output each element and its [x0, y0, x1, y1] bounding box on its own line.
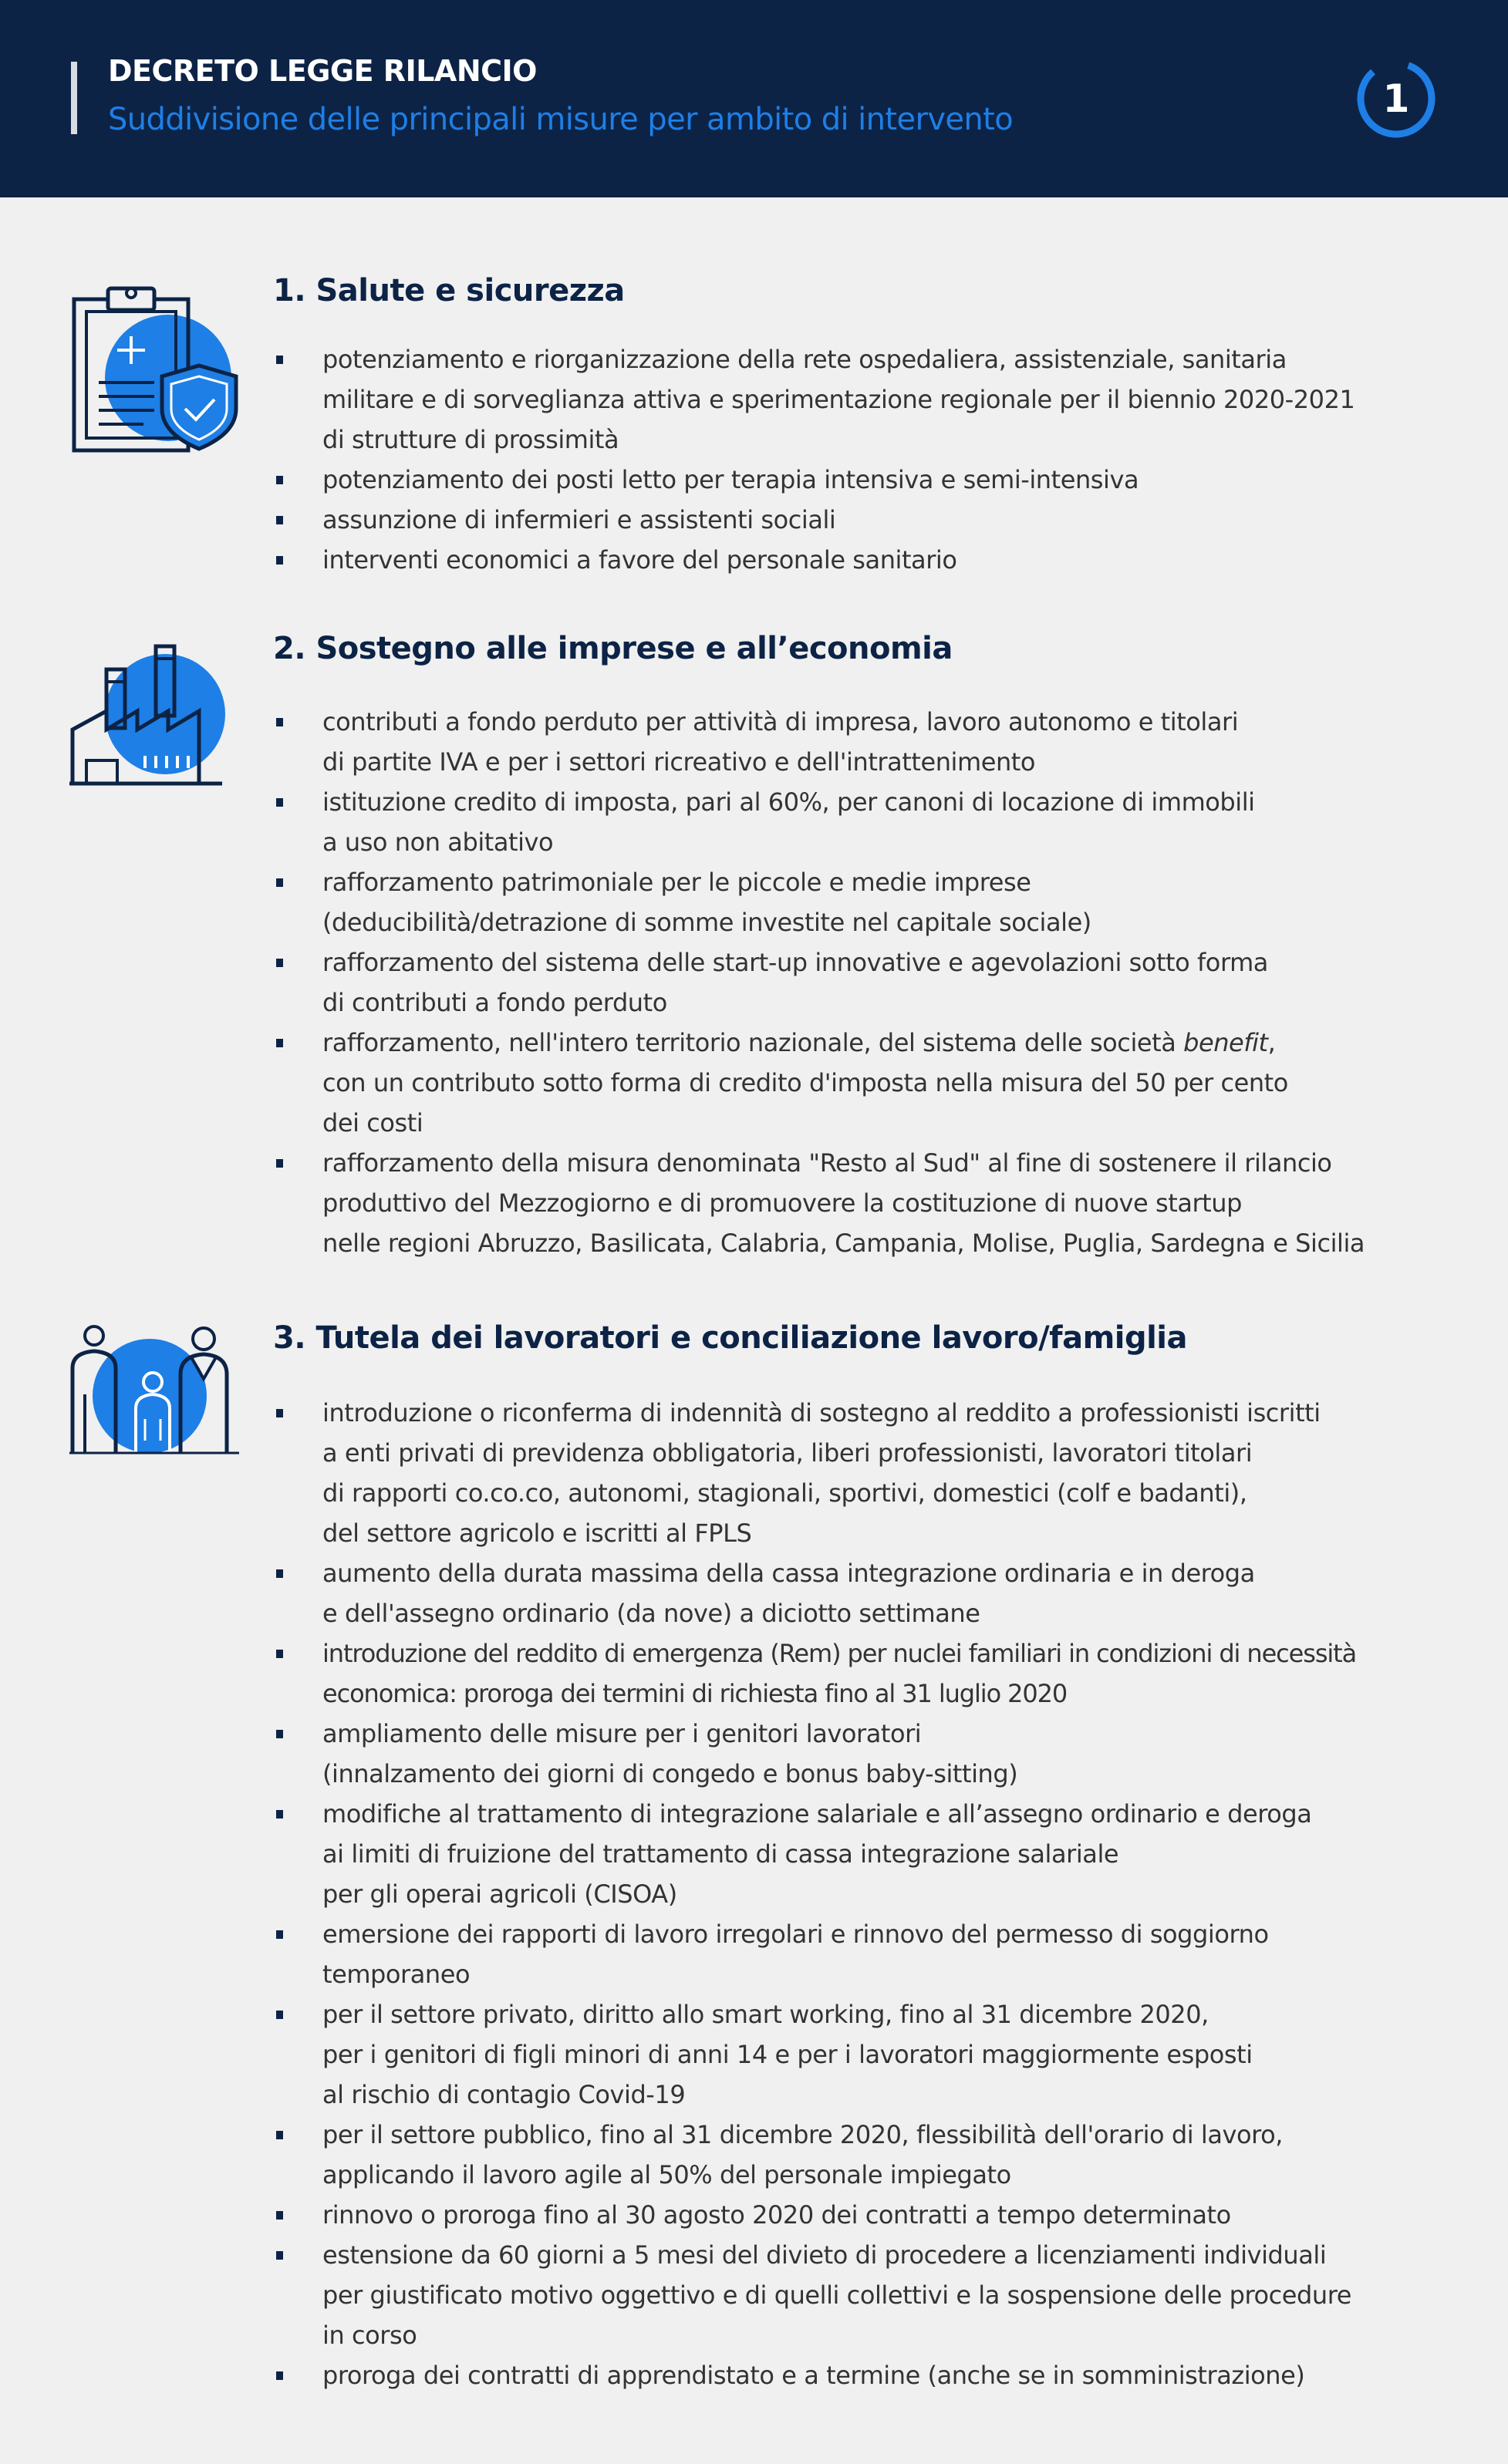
list-item-line: di rapporti co.co.co, autonomi, stagionali, sportivi, domestici (colf e badanti), [322, 1478, 1247, 1508]
list-item-line: applicando il lavoro agile al 50% del personale impiegato [322, 2160, 1011, 2189]
bullet-icon [276, 2211, 283, 2220]
bullet-icon [276, 356, 283, 364]
list-item-line: rafforzamento patrimoniale per le piccole e medie imprese [322, 868, 1031, 897]
list-item-line: estensione da 60 giorni a 5 mesi del divieto di procedere a licenziamenti individuali [322, 2240, 1327, 2270]
list-item [273, 1794, 1430, 1914]
list-item-line: di partite IVA e per i settori ricreativo e dell'intrattenimento [322, 747, 1035, 777]
section-title: 2. Sostegno alle imprese e all’economia [273, 631, 953, 666]
list-item-line: nelle regioni Abruzzo, Basilicata, Calabria, Campania, Molise, Puglia, Sardegna e Sicilia [322, 1229, 1365, 1258]
list-item [273, 2235, 1430, 2355]
list-item-line: aumento della durata massima della cassa integrazione ordinaria e in deroga [322, 1559, 1255, 1588]
bullet-icon [276, 476, 283, 484]
list-item-line: per giustificato motivo oggettivo e di quelli collettivi e la sospensione delle procedure [322, 2280, 1351, 2310]
list-item [273, 1553, 1430, 1633]
list-item-line: contributi a fondo perduto per attività di impresa, lavoro autonomo e titolari [322, 707, 1239, 737]
list-item [273, 1023, 1430, 1143]
bullet-icon [276, 1650, 283, 1658]
list-item-line: dei costi [322, 1108, 423, 1138]
page-number-badge [1353, 56, 1439, 142]
list-item [273, 540, 1430, 580]
bullet-icon [276, 2131, 283, 2139]
bullet-icon [276, 2011, 283, 2019]
list-item-line: rafforzamento della misura denominata "Resto al Sud" al fine di sostenere il rilancio [322, 1148, 1332, 1178]
bullet-icon [276, 1810, 283, 1819]
bullet-icon [276, 959, 283, 967]
list-item [273, 862, 1430, 942]
factory-icon [68, 637, 241, 788]
section-items-list [273, 702, 1430, 1263]
list-item-line: interventi economici a favore del personale sanitario [322, 545, 957, 575]
list-item [273, 1393, 1430, 1553]
list-item [273, 1994, 1430, 2115]
section-items-list [273, 339, 1430, 580]
list-item-line: potenziamento dei posti letto per terapia intensiva e semi-intensiva [322, 465, 1139, 494]
list-item-line: assunzione di infermieri e assistenti sociali [322, 505, 836, 534]
list-item-line: introduzione o riconferma di indennità di sostegno al reddito a professionisti iscritti [322, 1398, 1321, 1428]
list-item-line: con un contributo sotto forma di credito d'imposta nella misura del 50 per cento [322, 1068, 1288, 1097]
section-title: 1. Salute e sicurezza [273, 273, 625, 308]
list-item-line: (deducibilità/detrazione di somme investite nel capitale sociale) [322, 908, 1091, 937]
bullet-icon [276, 556, 283, 565]
list-item [273, 500, 1430, 540]
list-item-line: (innalzamento dei giorni di congedo e bonus baby-sitting) [322, 1759, 1018, 1788]
bullet-icon [276, 1569, 283, 1578]
list-item [273, 460, 1430, 500]
list-item-line: introduzione del reddito di emergenza (Rem) per nuclei familiari in condizioni di necessità [322, 1639, 1357, 1668]
list-item [273, 1633, 1430, 1714]
bullet-icon [276, 2251, 283, 2260]
list-item [273, 2355, 1430, 2395]
bullet-icon [276, 1730, 283, 1738]
header-banner [0, 0, 1508, 197]
list-item [273, 339, 1430, 460]
document-title: DECRETO LEGGE RILANCIO [108, 54, 537, 88]
list-item-line: in corso [322, 2321, 417, 2350]
list-item-line: proroga dei contratti di apprendistato e a termine (anche se in somministrazione) [322, 2361, 1305, 2390]
bullet-icon [276, 718, 283, 726]
list-item-line: rafforzamento, nell'intero territorio nazionale, del sistema delle società benefit, [322, 1028, 1276, 1057]
list-item-line: per gli operai agricoli (CISOA) [322, 1879, 677, 1909]
list-item [273, 1714, 1430, 1794]
list-item [273, 1143, 1430, 1263]
list-item [273, 1914, 1430, 1994]
list-item [273, 782, 1430, 862]
list-item-line: militare e di sorveglianza attiva e sperimentazione regionale per il biennio 2020-2021 [322, 385, 1355, 414]
list-item-line: ampliamento delle misure per i genitori lavoratori [322, 1719, 922, 1748]
bullet-icon [276, 1159, 283, 1168]
list-item-line: a enti privati di previdenza obbligatoria, liberi professionisti, lavoratori titolari [322, 1438, 1253, 1468]
list-item [273, 702, 1430, 782]
list-item-line: per il settore pubblico, fino al 31 dicembre 2020, flessibilità dell'orario di lavoro, [322, 2120, 1283, 2149]
list-item-line: per il settore privato, diritto allo smart working, fino al 31 dicembre 2020, [322, 2000, 1209, 2029]
list-item-line: a uso non abitativo [322, 828, 554, 857]
list-item-line: produttivo del Mezzogiorno e di promuovere la costituzione di nuove startup [322, 1188, 1242, 1218]
list-item-line: istituzione credito di imposta, pari al 60%, per canoni di locazione di immobili [322, 787, 1255, 817]
bullet-icon [276, 1039, 283, 1047]
list-item-line: di strutture di prossimità [322, 425, 619, 454]
list-item-line: potenziamento e riorganizzazione della rete ospedaliera, assistenziale, sanitaria [322, 345, 1287, 374]
list-item-line: emersione dei rapporti di lavoro irregolari e rinnovo del permesso di soggiorno [322, 1920, 1269, 1949]
list-item-line: rafforzamento del sistema delle start-up innovative e agevolazioni sotto forma [322, 948, 1268, 977]
bullet-icon [276, 516, 283, 524]
list-item-line: per i genitori di figli minori di anni 14 e per i lavoratori maggiormente esposti [322, 2040, 1253, 2069]
list-item-line: di contributi a fondo perduto [322, 988, 667, 1017]
header-accent-bar [71, 62, 77, 134]
list-item-line: economica: proroga dei termini di richiesta fino al 31 luglio 2020 [322, 1679, 1068, 1708]
family-workers-icon [68, 1325, 241, 1456]
clipboard-shield-icon [68, 284, 241, 453]
list-item [273, 2115, 1430, 2195]
list-item-line: al rischio di contagio Covid-19 [322, 2080, 686, 2109]
list-item-line: rinnovo o proroga fino al 30 agosto 2020 dei contratti a tempo determinato [322, 2200, 1231, 2230]
list-item-line: modifiche al trattamento di integrazione salariale e all’assegno ordinario e deroga [322, 1799, 1312, 1829]
list-item [273, 2195, 1430, 2235]
list-item-line: temporaneo [322, 1960, 471, 1989]
list-item-line: ai limiti di fruizione del trattamento di cassa integrazione salariale [322, 1839, 1119, 1869]
bullet-icon [276, 2371, 283, 2380]
document-subtitle: Suddivisione delle principali misure per ambito di intervento [108, 102, 1014, 137]
bullet-icon [276, 1930, 283, 1939]
bullet-icon [276, 878, 283, 887]
section-title: 3. Tutela dei lavoratori e conciliazione lavoro/famiglia [273, 1320, 1188, 1356]
section-items-list [273, 1393, 1430, 2395]
list-item [273, 942, 1430, 1023]
list-item-line: e dell'assegno ordinario (da nove) a diciotto settimane [322, 1599, 980, 1628]
bullet-icon [276, 1409, 283, 1417]
list-item-line: del settore agricolo e iscritti al FPLS [322, 1519, 752, 1548]
bullet-icon [276, 798, 283, 807]
page-number: 1 [1382, 76, 1410, 121]
